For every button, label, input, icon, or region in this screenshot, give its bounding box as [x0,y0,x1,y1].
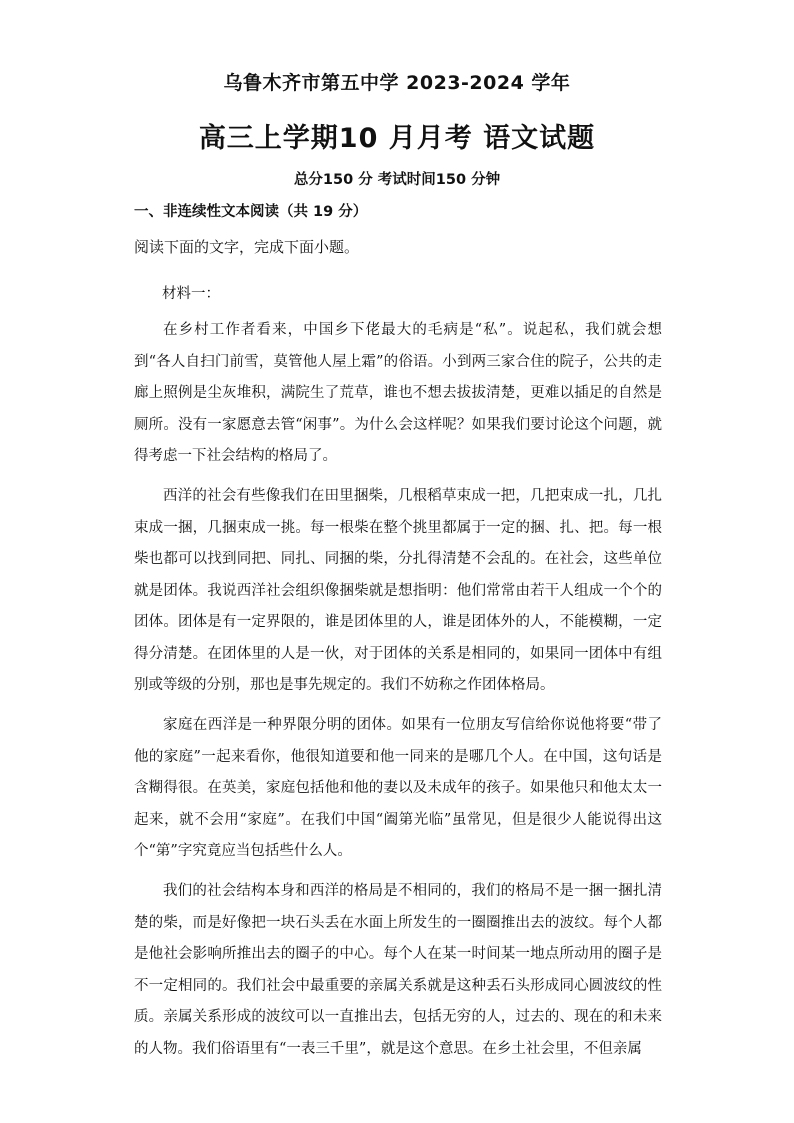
paragraph: 在乡村工作者看来，中国乡下佬最大的毛病是“私”。说起私，我们就会想到“各人自扫门前雪，莫管他人屋上霜”的俗语。小到两三家合住的院子，公共的走廊上照例是尘灰堆积，满院生了荒草，谁也不想去拔拔清楚，更难以插足的自然是厕所。没有一家愿意去管“闲事”。为什么会这样呢？如果我们要讨论这个问题，就得考虑一下社会结构的格局了。 [134,322,662,464]
reading-instruction: 阅读下面的文字，完成下面小题。 [134,238,360,256]
exam-subtitle: 总分150 分 考试时间150 分钟 [293,172,501,188]
section-heading: 一、非连续性文本阅读（共 19 分） [134,204,368,220]
material-label: 材料一： [162,286,220,302]
exam-title: 高三上学期10 月月考 语文试题 [198,123,596,154]
paragraph: 家庭在西洋是一种界限分明的团体。如果有一位朋友写信给你说他将要“带了他的家庭”一起来看你，他很知道要和他一同来的是哪几个人。在中国，这句话是含糊得很。在英美，家庭包括他和他的妻以及未成年的孩子。如果他只和他太太一起来，就不会用“家庭”。在我们中国“阖第光临”虽常见，但是很少人能说得出这个“第”字究竟应当包括些什么人。 [134,717,662,859]
paragraph: 西洋的社会有些像我们在田里捆柴，几根稻草束成一把，几把束成一扎，几扎束成一捆，几捆束成一挑。每一根柴在整个挑里都属于一定的捆、扎、把。每一根柴也都可以找到同把、同扎、同捆的柴，分扎得清楚不会乱的。在社会，这些单位就是团体。我说西洋社会组织像捆柴就是想指明：他们常常由若干人组成一个个的团体。团体是有一定界限的，谁是团体里的人，谁是团体外的人，不能模糊，一定得分清楚。在团体里的人是一伙，对于团体的关系是相同的，如果同一团体中有组别或等级的分别，那也是事先规定的。我们不妨称之作团体格局。 [134,488,662,693]
school-header: 乌鲁木齐市第五中学 2023-2024 学年 [223,72,571,94]
paragraph: 我们的社会结构本身和西洋的格局是不相同的，我们的格局不是一捆一捆扎清楚的柴，而是好像把一块石头丢在水面上所发生的一圈圈推出去的波纹。每个人都是他社会影响所推出去的圈子的中心。每个人在某一时间某一地点所动用的圈子是不一定相同的。我们社会中最重要的亲属关系就是这种丢石头形成同心圆波纹的性质。亲属关系形成的波纹可以一直推出去，包括无穷的人，过去的、现在的和未来的人物。我们俗语里有“一表三千里”，就是这个意思。在乡土社会里，不但亲属 [134,883,662,1057]
